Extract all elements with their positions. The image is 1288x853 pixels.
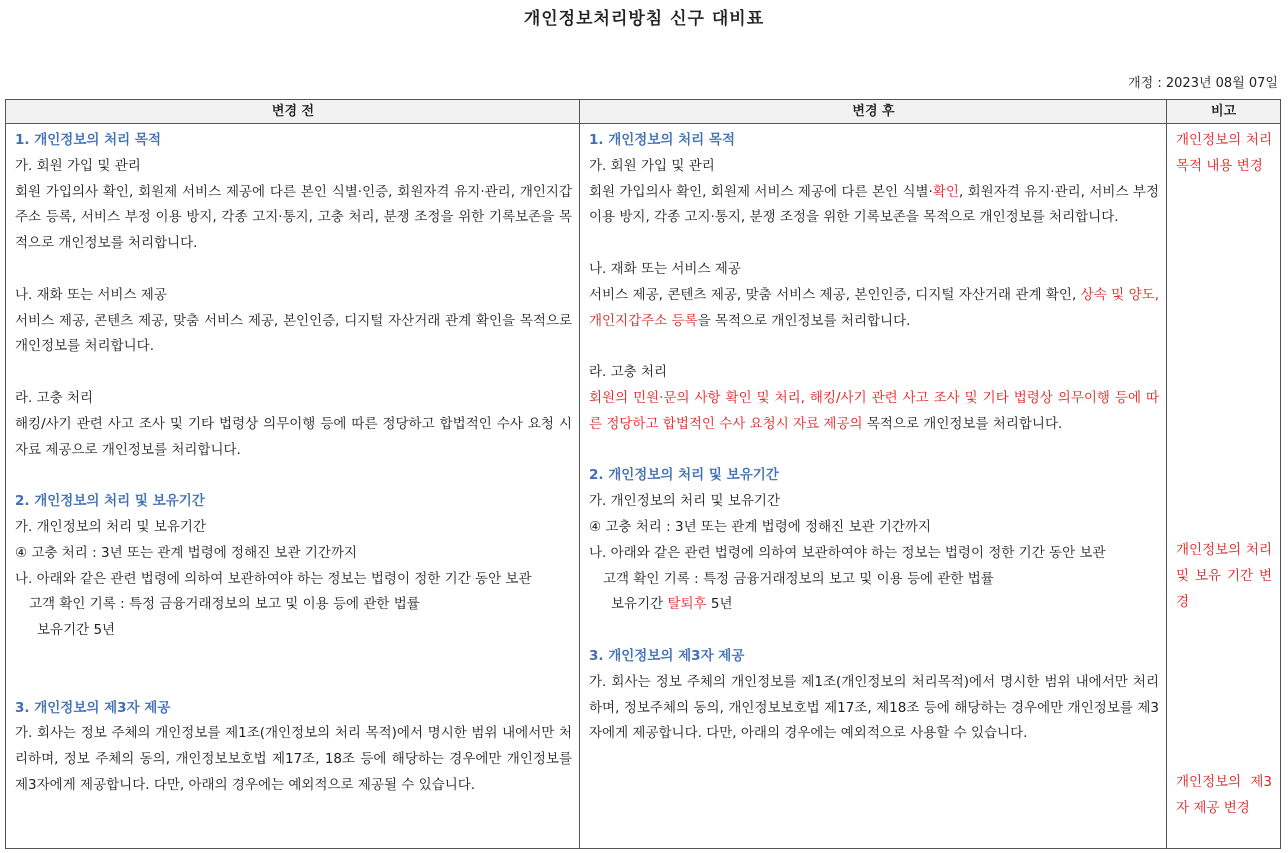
- after-s1-ra-body-changed: 회원의 민원·문의 사항 확인 및 처리, 해킹/사기 관련 사고 조사 및 기타 법령상 의무이행 등에 따른 정당하고 합법적인 수사 요청시 자료 제공의: [589, 389, 1159, 432]
- comparison-table: [5, 99, 1281, 849]
- before-section-1-title: 1. 개인정보의 처리 목적: [15, 132, 161, 148]
- after-s1-ra-body: [589, 386, 1159, 438]
- after-s1-na: 나. 재화 또는 서비스 제공: [589, 260, 741, 277]
- after-s2-item4: ④ 고충 처리 : 3년 또는 관계 법령에 정해진 보관 기간까지: [589, 518, 932, 535]
- after-s2-ga: 가. 개인정보의 처리 및 보유기간: [589, 493, 780, 510]
- before-s1-na-body: 서비스 제공, 콘텐츠 제공, 맞춤 서비스 제공, 본인인증, 디지털 자산거래 관계 확인을 목적으로 개인정보를 처리합니다.: [15, 312, 572, 355]
- before-cell: [6, 124, 580, 848]
- before-s1-na: 나. 재화 또는 서비스 제공: [15, 286, 167, 303]
- after-section-1-title: 1. 개인정보의 처리 목적: [589, 132, 735, 148]
- after-s2-record: 고객 확인 기록 : 특정 금융거래정보의 보고 및 이용 등에 관한 법률: [603, 570, 994, 587]
- before-s1-ga-body: 회원 가입의사 확인, 회원제 서비스 제공에 다른 본인 식별·인증, 회원자격 유지·관리, 개인지갑주소 등록, 서비스 부정 이용 방지, 각종 고지·통지, 고충 처리, 분쟁 조정을 위한 기록보존을 목적으로 개인정보를 처리합니다.: [15, 183, 572, 252]
- after-s2-period-changed: 탈퇴후: [667, 596, 707, 613]
- before-s3-ga-body: 가. 회사는 정보 주체의 개인정보를 제1조(개인정보의 처리 목적)에서 명시한 범위 내에서만 처리하며, 정보 주체의 동의, 개인정보보호법 제17조, 18조 등에 해당하는 경우에만 개인정보를 제3자에게 제공합니다. 다만, 아래의 경우에는 예외적으로 제공될 수 있습니다.: [15, 725, 572, 793]
- header-before: 변경 전: [6, 100, 580, 124]
- header-after: 변경 후: [580, 100, 1167, 124]
- after-s1-na-body-changed: 상속 및 양도, 개인지갑주소 등록: [589, 286, 1159, 329]
- after-s1-na-body-b: 을 목적으로 개인정보를 처리합니다.: [697, 312, 911, 329]
- after-s2-na: 나. 아래와 같은 관련 법령에 의하여 보관하여야 하는 정보는 법령이 정한 기간 동안 보관: [589, 544, 1106, 561]
- after-s1-ga-body: [589, 180, 1159, 232]
- before-s2-na: 나. 아래와 같은 관련 법령에 의하여 보관하여야 하는 정보는 법령이 정한 기간 동안 보관: [15, 570, 532, 587]
- before-s2-record: 고객 확인 기록 : 특정 금융거래정보의 보고 및 이용 등에 관한 법률: [29, 596, 420, 613]
- before-s2-ga: 가. 개인정보의 처리 및 보유기간: [15, 518, 206, 535]
- remark-retention-change: 개인정보의 처리 및 보유 기간 변경: [1176, 542, 1272, 610]
- after-section-3-title: 3. 개인정보의 제3자 제공: [589, 647, 745, 664]
- after-s2-period-a: 보유기간: [611, 596, 668, 613]
- after-s3-ga-body: 가. 회사는 정보 주체의 개인정보를 제1조(개인정보의 처리목적)에서 명시한 범위 내에서만 처리하며, 정보주체의 동의, 개인정보보호법 제17조, 제18조 등에 해당하는 경우에만 개인정보를 제3자에게 제공합니다. 다만, 아래의 경우에는 예외적으로 사용할 수 있습니다.: [589, 673, 1159, 742]
- after-s2-period-b: 5년: [706, 596, 733, 613]
- before-s2-item4: ④ 고충 처리 : 3년 또는 관계 법령에 정해진 보관 기간까지: [15, 544, 358, 561]
- after-s1-na-body-a: 서비스 제공, 콘텐츠 제공, 맞춤 서비스 제공, 본인인증, 디지털 자산거래 관계 확인,: [589, 286, 1081, 303]
- before-s1-ga: 가. 회원 가입 및 관리: [15, 157, 141, 174]
- remark-third-party-change: 개인정보의 제3자 제공 변경: [1176, 774, 1272, 816]
- after-s1-na-body: [589, 283, 1159, 335]
- after-section-2-title: 2. 개인정보의 처리 및 보유기간: [589, 467, 779, 484]
- after-cell: [580, 124, 1167, 848]
- after-s1-ga-body-changed: 확인: [932, 183, 959, 200]
- before-section-2-title: 2. 개인정보의 처리 및 보유기간: [15, 493, 205, 510]
- after-s1-ra-body-b: 목적으로 개인정보를 처리합니다.: [862, 415, 1063, 432]
- before-s1-ra-body: 해킹/사기 관련 사고 조사 및 기타 법령상 의무이행 등에 따른 정당하고 합법적인 수사 요청 시 자료 제공으로 개인정보를 처리합니다.: [15, 415, 572, 458]
- before-section-3-title: 3. 개인정보의 제3자 제공: [15, 699, 171, 716]
- page-title: 개인정보처리방침 신구 대비표: [523, 9, 765, 29]
- header-remarks: 비고: [1167, 100, 1280, 124]
- after-s1-ga-body-b: , 회원자격 유지·관리, 서비스 부정 이용 방지, 각종 고지·통지, 분쟁 조정을 위한 기록보존을 목적으로 개인정보를 처리합니다.: [589, 183, 1159, 226]
- after-s1-ga-body-a: 회원 가입의사 확인, 회원제 서비스 제공에 다른 본인 식별·: [589, 183, 933, 200]
- remarks-cell: [1167, 124, 1280, 848]
- remark-purpose-change: 개인정보의 처리 목적 내용 변경: [1176, 132, 1272, 174]
- before-s2-period: 보유기간 5년: [37, 622, 116, 639]
- after-s2-period: [589, 592, 1159, 618]
- before-s1-ra: 라. 고충 처리: [15, 389, 94, 406]
- after-s1-ga: 가. 회원 가입 및 관리: [589, 157, 715, 174]
- after-s1-ra: 라. 고충 처리: [589, 364, 668, 381]
- revision-date: 개정 : 2023년 08월 07일: [1128, 76, 1278, 91]
